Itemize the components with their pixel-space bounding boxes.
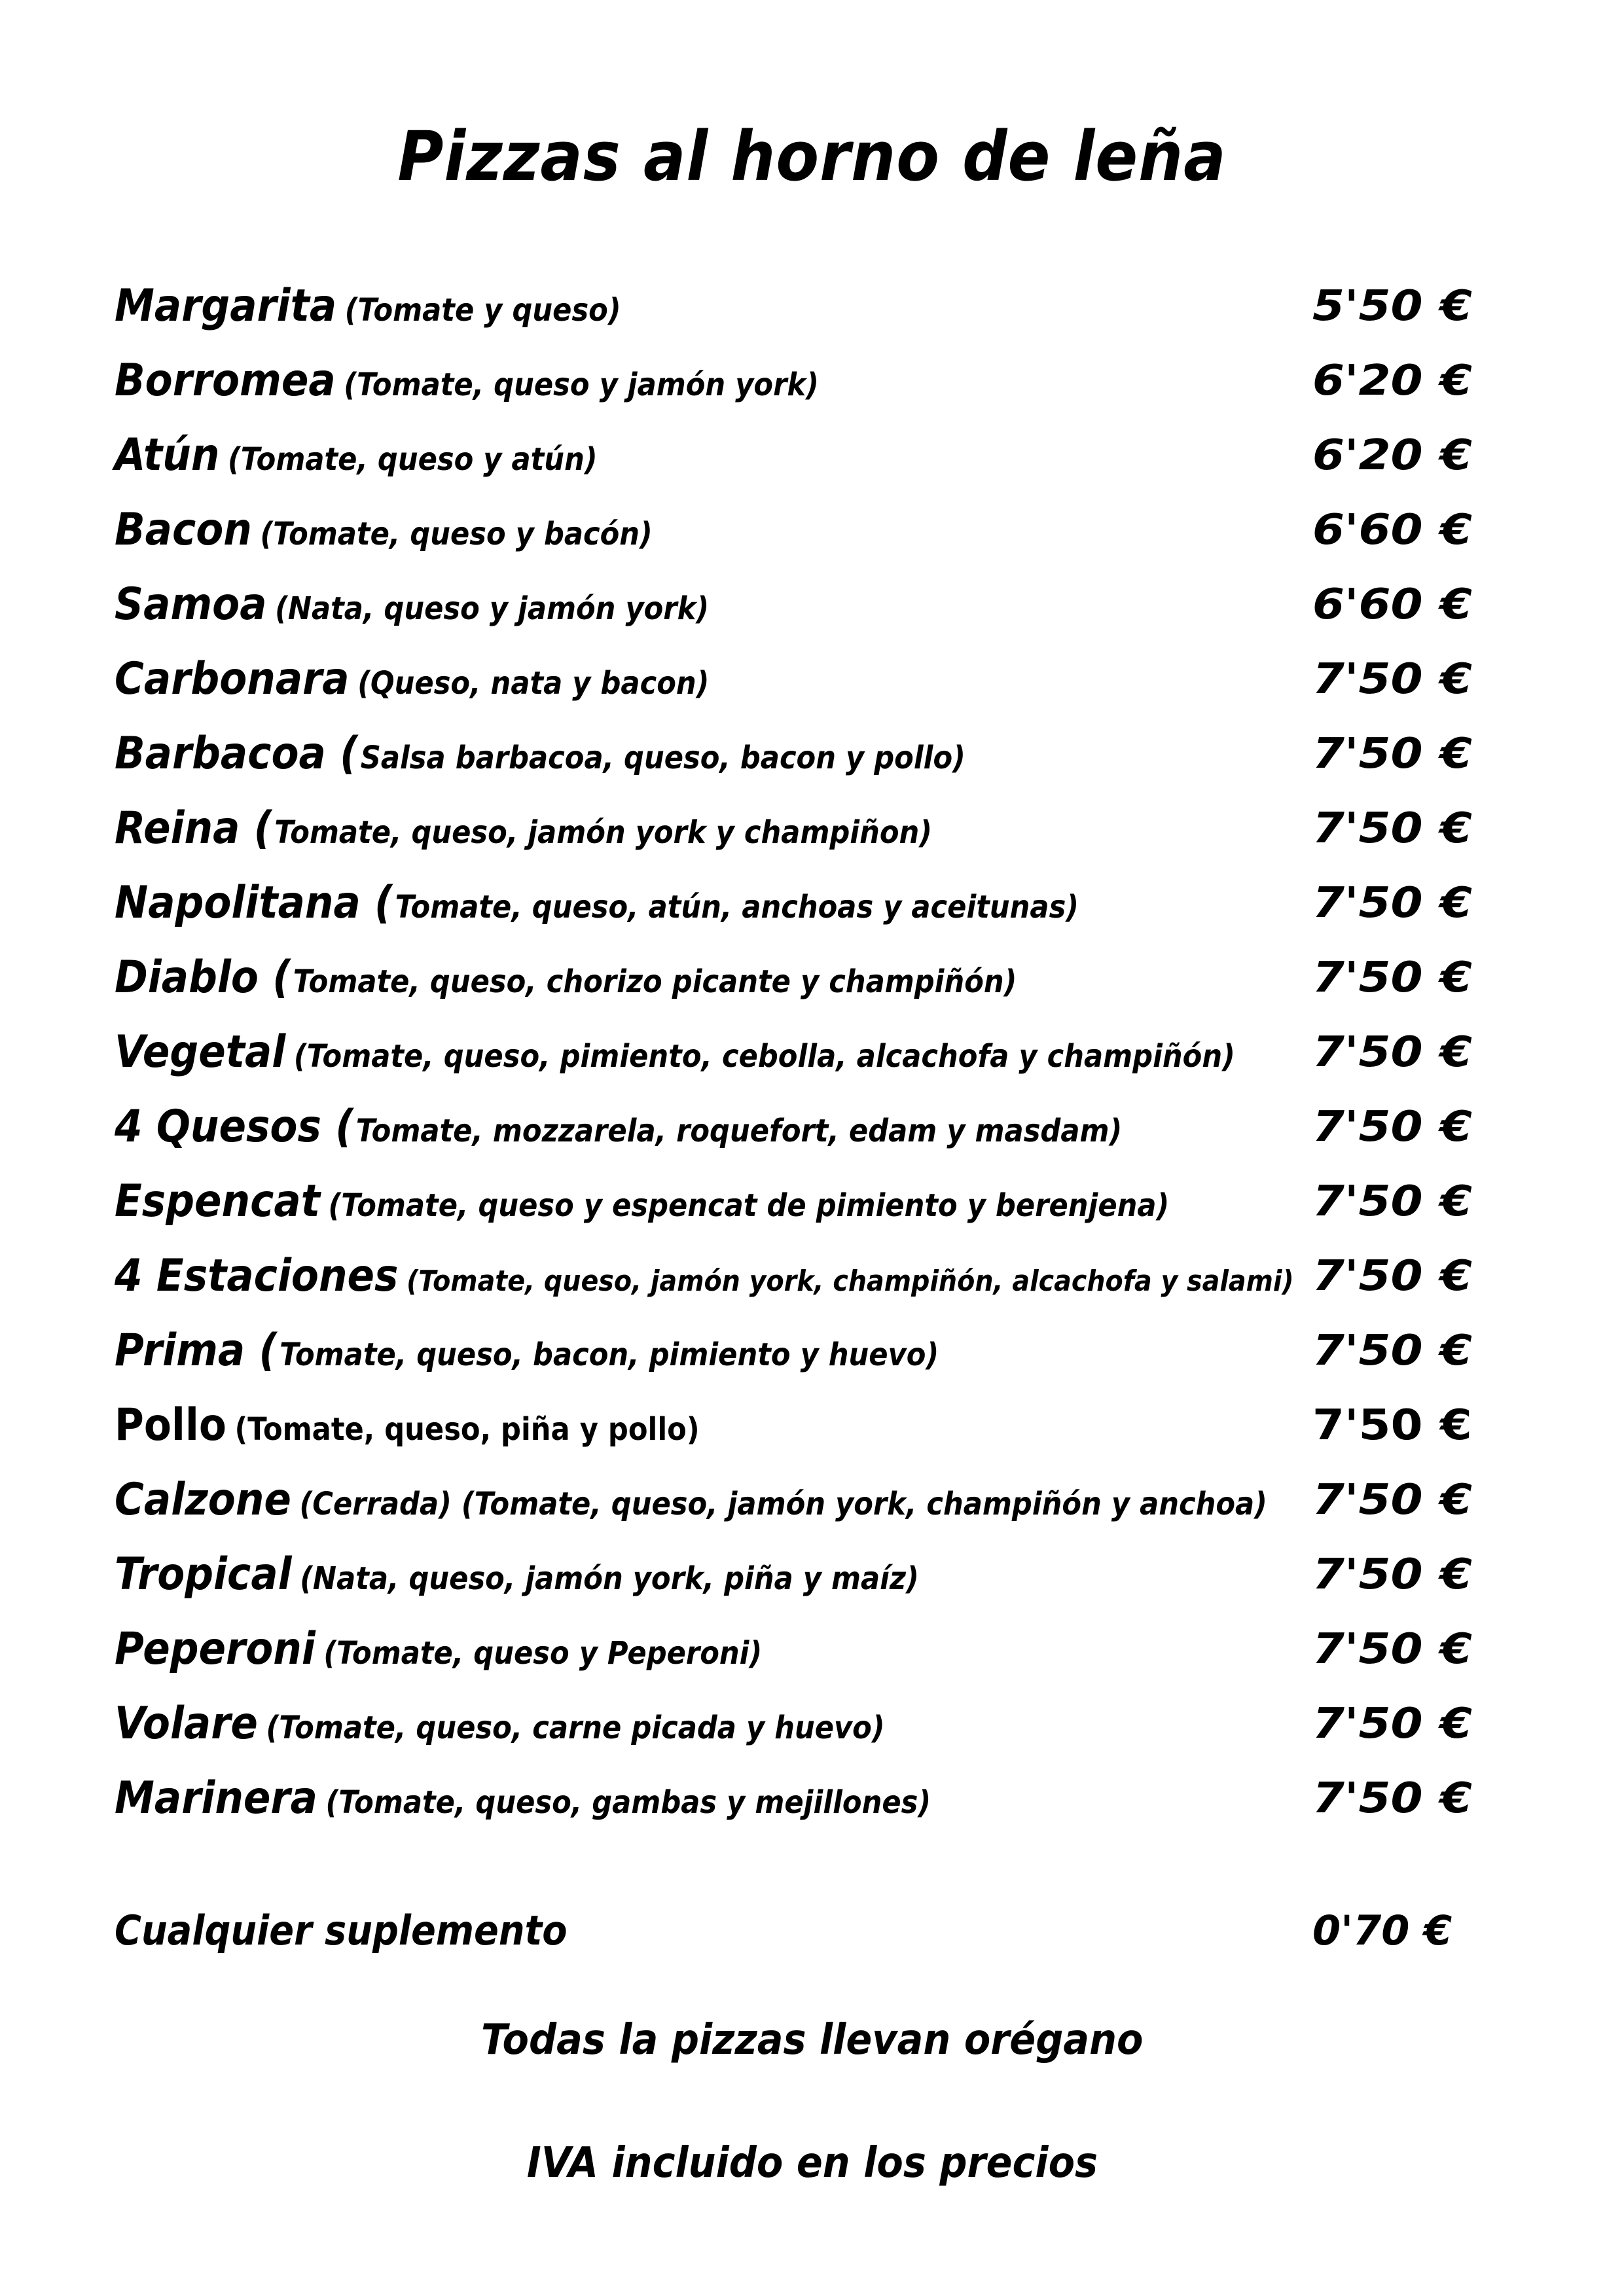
euro-icon: € (1439, 357, 1472, 405)
item-price: 7'50 € (1312, 1700, 1472, 1748)
item-name: Calzone (115, 1474, 291, 1526)
item-name: Carbonara (115, 653, 350, 705)
page-title: Pizzas al horno de leña (397, 117, 1227, 196)
item-price: 7'50 € (1312, 1103, 1472, 1151)
euro-icon: € (1439, 1700, 1472, 1748)
item-price: 7'50 € (1312, 879, 1472, 927)
supplement-row (115, 1898, 1509, 1964)
item-description: (Tomate, queso y jamón york) (344, 367, 819, 403)
item-name: Napolitana ( (115, 877, 393, 929)
item-name: Tropical (115, 1549, 292, 1600)
item-description: (Tomate, queso y espencat de pimiento y berenjena) (328, 1187, 1170, 1224)
euro-icon: € (1439, 1476, 1472, 1524)
menu-item-margarita (115, 274, 1509, 348)
item-description: Tomate, mozzarela, roquefort, edam y masdam) (355, 1113, 1123, 1149)
menu-item-atun (115, 423, 1509, 497)
euro-icon: € (1439, 431, 1472, 480)
item-description: (Tomate, queso, gambas y mejillones) (325, 1784, 931, 1821)
item-price: 7'50 € (1312, 1177, 1472, 1226)
euro-icon: € (1439, 1774, 1472, 1823)
euro-icon: € (1439, 804, 1472, 853)
item-name: Margarita (115, 280, 337, 332)
menu-item-pollo (115, 1393, 1509, 1467)
item-price: 7'50 € (1312, 1401, 1472, 1450)
item-description: (Cerrada) (Tomate, queso, jamón york, champiñón y anchoa) (299, 1486, 1267, 1522)
euro-icon: € (1439, 879, 1472, 927)
menu-item-espencat (115, 1169, 1509, 1244)
item-name: Bacon (115, 504, 252, 556)
iva-note: IVA incluido en los precios (526, 2139, 1098, 2187)
item-name: Marinera (115, 1772, 317, 1824)
item-price: 5'50 € (1312, 282, 1472, 331)
item-description: (Tomate, queso, piña y pollo) (234, 1411, 700, 1448)
euro-icon: € (1439, 1103, 1472, 1151)
menu-item-barbacoa (115, 721, 1509, 796)
item-description: (Tomate, queso, pimiento, cebolla, alcachofa y champiñón) (293, 1038, 1235, 1075)
item-description: (Tomate y queso) (344, 292, 621, 329)
item-name: Volare (115, 1698, 258, 1749)
item-price: 6'20 € (1312, 431, 1472, 480)
item-price: 7'50 € (1312, 1028, 1472, 1077)
item-name: 4 Quesos ( (115, 1101, 354, 1153)
menu-item-bacon (115, 497, 1509, 572)
item-price: 6'20 € (1312, 357, 1472, 405)
euro-icon: € (1439, 581, 1472, 629)
item-price: 7'50 € (1312, 1476, 1472, 1524)
item-price: 7'50 € (1312, 954, 1472, 1002)
item-name: Espencat (115, 1175, 320, 1227)
menu-item-napolitana (115, 870, 1509, 945)
item-price: 7'50 € (1312, 1774, 1472, 1823)
supplement-label: Cualquier suplemento (115, 1907, 568, 1954)
item-description: Tomate, queso, jamón york y champiñon) (274, 814, 933, 851)
menu-item-prima (115, 1318, 1509, 1393)
item-price: 6'60 € (1312, 506, 1472, 554)
item-name: Reina ( (115, 802, 272, 854)
euro-icon: € (1439, 954, 1472, 1002)
item-price: 7'50 € (1312, 1551, 1472, 1599)
item-price: 7'50 € (1312, 804, 1472, 853)
menu-item-volare (115, 1691, 1509, 1766)
supplement-price: 0'70 € (1312, 1907, 1453, 1954)
item-name: Atún (115, 429, 220, 481)
menu-item-carbonara (115, 647, 1509, 721)
menu-item-reina (115, 796, 1509, 870)
menu-item-tropical (115, 1542, 1509, 1617)
item-name: Vegetal (115, 1026, 286, 1078)
item-price: 7'50 € (1312, 1252, 1472, 1300)
menu-item-vegetal (115, 1020, 1509, 1094)
menu-item-borromea (115, 348, 1509, 423)
item-price: 6'60 € (1312, 581, 1472, 629)
euro-icon: € (1439, 1401, 1472, 1450)
item-description: (Tomate, queso y atún) (228, 441, 598, 478)
item-name: Barbacoa ( (115, 728, 359, 780)
pizza-menu-list (115, 274, 1509, 1840)
menu-item-marinera (115, 1766, 1509, 1840)
euro-icon: € (1439, 655, 1472, 704)
item-name: Samoa (115, 579, 267, 630)
menu-item-4-quesos (115, 1094, 1509, 1169)
euro-icon: € (1439, 1327, 1472, 1375)
item-name: Diablo ( (115, 952, 291, 1003)
menu-item-peperoni (115, 1617, 1509, 1691)
item-description: (Tomate, queso, carne picada y huevo) (266, 1710, 885, 1746)
menu-item-samoa (115, 572, 1509, 647)
item-description: (Tomate, queso y Peperoni) (323, 1635, 763, 1672)
euro-icon: € (1439, 1028, 1472, 1077)
euro-icon: € (1439, 1625, 1472, 1674)
euro-icon: € (1439, 282, 1472, 331)
item-price: 7'50 € (1312, 730, 1472, 778)
item-price: 7'50 € (1312, 1625, 1472, 1674)
item-price: 7'50 € (1312, 1327, 1472, 1375)
item-description: Salsa barbacoa, queso, bacon y pollo) (360, 740, 965, 776)
item-name: Pollo (115, 1399, 226, 1451)
item-name: Peperoni (115, 1623, 316, 1675)
item-name: Prima ( (115, 1325, 278, 1376)
item-price: 7'50 € (1312, 655, 1472, 704)
item-name: Borromea (115, 355, 336, 406)
item-description: (Tomate, queso y bacón) (260, 516, 653, 552)
menu-item-calzone (115, 1467, 1509, 1542)
item-name: 4 Estaciones (115, 1250, 399, 1302)
item-description: (Nata, queso y jamón york) (275, 590, 710, 627)
item-description: Tomate, queso, chorizo picante y champiñón) (293, 963, 1017, 1000)
item-description: Tomate, queso, atún, anchoas y aceitunas) (395, 889, 1079, 925)
item-description: Tomate, queso, bacon, pimiento y huevo) (280, 1336, 939, 1373)
menu-item-diablo (115, 945, 1509, 1020)
item-description: (Queso, nata y bacon) (357, 665, 710, 702)
euro-icon: € (1439, 730, 1472, 778)
oregano-note: Todas la pizzas llevan orégano (480, 2016, 1144, 2064)
euro-icon: € (1439, 506, 1472, 554)
menu-item-4-estaciones (115, 1244, 1509, 1318)
item-description: (Tomate, queso, jamón york, champiñón, alcachofa y salami) (406, 1265, 1294, 1298)
euro-icon: € (1439, 1252, 1472, 1300)
euro-icon: € (1439, 1177, 1472, 1226)
item-description: (Nata, queso, jamón york, piña y maíz) (300, 1560, 919, 1597)
euro-icon: € (1439, 1551, 1472, 1599)
